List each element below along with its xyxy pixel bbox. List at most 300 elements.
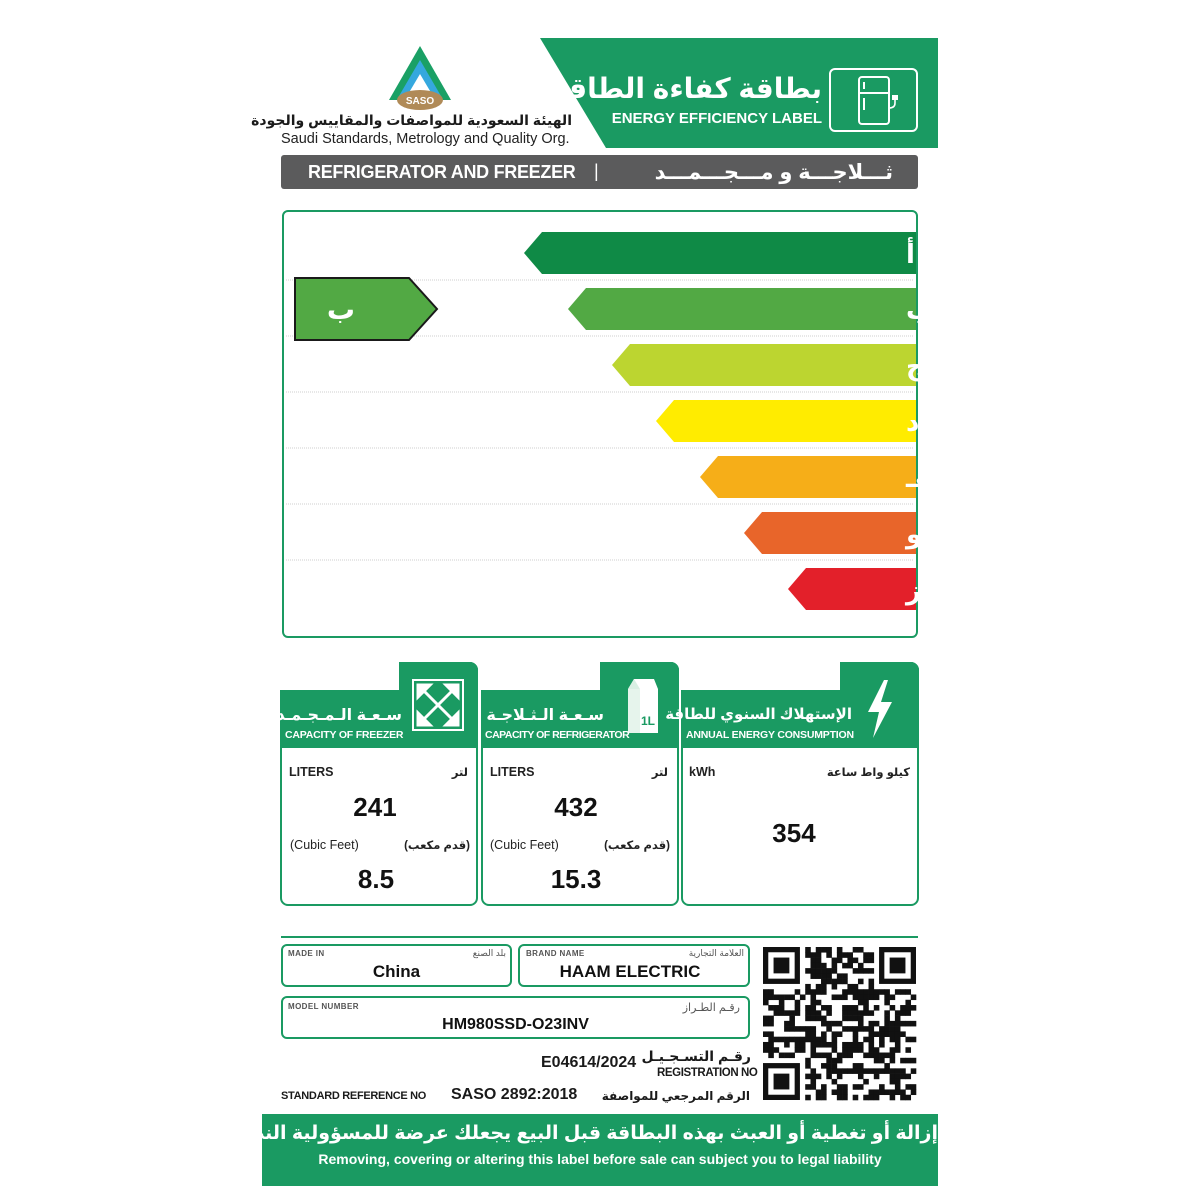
refrigerator-unit-en: LITERS [490,765,535,779]
refrigerator-title-en: CAPACITY OF REFRIGERATOR [485,729,630,741]
qr-module [805,952,811,958]
energy-title-en: ANNUAL ENERGY CONSUMPTION [686,729,854,741]
qr-module [847,952,853,958]
qr-module [810,968,816,974]
qr-module [911,1068,917,1074]
qr-module [863,1026,869,1032]
efficiency-class-letter: د [906,408,920,438]
qr-module [874,1089,880,1095]
qr-module [863,1000,869,1006]
qr-module [905,1010,911,1016]
qr-module [774,1047,780,1053]
qr-module [874,1074,880,1080]
qr-module [905,1074,911,1080]
qr-module [853,989,859,995]
qr-module [821,1031,827,1037]
qr-module [821,973,827,979]
energy-unit-en: kWh [689,765,716,779]
qr-module [895,1042,901,1048]
qr-module [853,1026,859,1032]
qr-module [879,1037,885,1043]
qr-module [858,1021,864,1027]
qr-module [842,1084,848,1090]
qr-module [858,1084,864,1090]
qr-module [821,984,827,990]
qr-module [810,1042,816,1048]
qr-module [890,1058,896,1064]
qr-module [890,1021,896,1027]
qr-module [816,958,822,964]
qr-module [853,958,859,964]
qr-module [842,973,848,979]
qr-module [816,952,822,958]
qr-module [847,1005,853,1011]
qr-module [826,1026,832,1032]
qr-module [858,989,864,995]
expand-arrows-icon [412,679,464,731]
qr-module [842,979,848,985]
qr-module [890,1047,896,1053]
qr-module [890,1026,896,1032]
label-title-en: ENERGY EFFICIENCY LABEL [611,110,822,127]
qr-module [863,989,869,995]
qr-module [779,1053,785,1059]
qr-module [784,1021,790,1027]
qr-module [821,968,827,974]
qr-module [863,952,869,958]
qr-module [763,1047,769,1053]
qr-module [816,1053,822,1059]
qr-module [847,1042,853,1048]
brand-value: HAAM ELECTRIC [559,962,701,981]
qr-module [869,1021,875,1027]
qr-module [789,1037,795,1043]
freezer-unit-en: LITERS [289,765,334,779]
qr-module [832,1021,838,1027]
qr-module [805,989,811,995]
qr-module [869,1042,875,1048]
qr-finder [774,958,790,974]
refrigerator-unit-ar: لتر [651,767,668,779]
qr-module [853,994,859,1000]
category-name-ar: ثـــلاجـــة و مـــجـــمـــد [654,161,893,184]
qr-module [768,989,774,995]
qr-module [837,947,843,953]
qr-module [884,1000,890,1006]
qr-module [847,1068,853,1074]
qr-module [911,1058,917,1064]
qr-module [863,1037,869,1043]
qr-module [895,1074,901,1080]
energy-title-ar: الإستهلاك السنوي للطاقة [665,706,852,723]
qr-module [842,1068,848,1074]
qr-module [816,963,822,969]
qr-module [826,1021,832,1027]
standard-label-en: STANDARD REFERENCE NO [281,1090,427,1102]
qr-module [890,1095,896,1101]
qr-module [816,973,822,979]
qr-module [816,1095,822,1101]
qr-module [884,1016,890,1022]
qr-module [816,968,822,974]
qr-module [879,1026,885,1032]
qr-module [768,994,774,1000]
qr-module [858,1068,864,1074]
qr-module [874,1031,880,1037]
qr-module [821,1037,827,1043]
freezer-cubic-value: 8.5 [357,864,395,894]
qr-module [821,963,827,969]
qr-module [763,1031,769,1037]
qr-module [805,984,811,990]
qr-module [768,1042,774,1048]
qr-module [810,1047,816,1053]
qr-module [810,994,816,1000]
efficiency-class-letter: أ [906,240,915,270]
qr-module [832,1063,838,1069]
qr-module [832,963,838,969]
qr-module [884,1026,890,1032]
qr-module [869,994,875,1000]
qr-module [895,1026,901,1032]
freezer-unit2-en: (Cubic Feet) [290,838,359,852]
qr-module [900,1005,906,1011]
qr-module [821,1089,827,1095]
qr-module [874,1005,880,1011]
qr-module [847,1047,853,1053]
qr-module [805,1016,811,1022]
qr-module [821,1095,827,1101]
standard-label-ar: الرقم المرجعي للمواصفة [601,1089,750,1103]
qr-module [810,1005,816,1011]
qr-module [789,1026,795,1032]
qr-module [810,1079,816,1085]
qr-module [768,1037,774,1043]
qr-module [816,1089,822,1095]
qr-module [900,1031,906,1037]
qr-module [905,1058,911,1064]
qr-module [858,979,864,985]
qr-module [826,1058,832,1064]
qr-module [847,989,853,995]
qr-module [805,1026,811,1032]
qr-module [816,1000,822,1006]
qr-module [837,958,843,964]
qr-module [810,1068,816,1074]
registration-label-en: REGISTRATION NO [657,1067,758,1079]
qr-module [863,1068,869,1074]
qr-module [832,1037,838,1043]
qr-module [890,1068,896,1074]
made-in-value: China [372,962,421,981]
qr-module [784,994,790,1000]
qr-module [863,958,869,964]
qr-module [842,1047,848,1053]
qr-module [837,1031,843,1037]
qr-module [810,989,816,995]
milk-carton-icon [620,675,664,737]
qr-module [810,1000,816,1006]
qr-module [863,1079,869,1085]
qr-module [884,1053,890,1059]
qr-module [905,1000,911,1006]
qr-module [905,1037,911,1043]
qr-module [863,1010,869,1016]
qr-module [826,968,832,974]
qr-module [905,1095,911,1101]
qr-module [853,1037,859,1043]
rating-pointer [295,278,437,340]
efficiency-class-arrow [700,456,916,498]
qr-module [905,1084,911,1090]
qr-module [832,958,838,964]
qr-module [895,1084,901,1090]
qr-module [911,1084,917,1090]
refrigerator-unit2-en: (Cubic Feet) [490,838,559,852]
qr-module [900,1068,906,1074]
qr-module [832,1068,838,1074]
qr-module [890,1079,896,1085]
qr-module [858,1000,864,1006]
qr-module [805,1095,811,1101]
qr-module [832,1031,838,1037]
qr-module [821,1053,827,1059]
qr-module [874,1058,880,1064]
qr-module [853,1084,859,1090]
qr-module [774,1037,780,1043]
qr-module [842,1026,848,1032]
qr-module [805,1084,811,1090]
qr-module [826,979,832,985]
qr-module [826,1074,832,1080]
efficiency-class-arrow [568,288,916,330]
qr-module [890,1053,896,1059]
qr-module [837,1053,843,1059]
qr-module [900,1095,906,1101]
qr-module [826,1010,832,1016]
qr-module [821,1042,827,1048]
qr-module [821,979,827,985]
qr-module [816,1016,822,1022]
milk-carton-label: 1L [640,714,656,728]
qr-module [900,1074,906,1080]
qr-module [816,1042,822,1048]
qr-module [863,994,869,1000]
qr-module [911,1037,917,1043]
qr-module [847,958,853,964]
efficiency-class-arrow [744,512,916,554]
qr-module [847,963,853,969]
qr-module [869,952,875,958]
qr-module [763,1016,769,1022]
qr-module [826,1063,832,1069]
qr-module [842,1005,848,1011]
qr-module [853,947,859,953]
qr-module [884,1068,890,1074]
footer-warning-en: Removing, covering or altering this label before sale can subject you to legal liability [318,1151,882,1167]
qr-module [895,1021,901,1027]
efficiency-scale [282,210,933,638]
freezer-title-ar: سـعـة الـمـجـمـد [276,707,402,724]
qr-module [879,989,885,995]
refrigerator-unit2-ar: (قدم مكعب) [604,840,670,852]
model-value: HM980SSD-O23INV [442,1016,589,1033]
qr-module [853,1031,859,1037]
qr-module [789,1053,795,1059]
qr-module [900,1089,906,1095]
qr-module [884,1063,890,1069]
qr-module [905,1047,911,1053]
qr-module [789,1021,795,1027]
qr-module [779,1005,785,1011]
qr-module [858,968,864,974]
org-name-en: Saudi Standards, Metrology and Quality Org. [281,131,570,147]
efficiency-class-letter: ز [906,576,921,606]
qr-module [842,1010,848,1016]
qr-module [816,989,822,995]
qr-module [895,1031,901,1037]
qr-module [874,1053,880,1059]
qr-module [779,1037,785,1043]
qr-module [869,1026,875,1032]
qr-module [832,1042,838,1048]
qr-module [869,984,875,990]
freezer-title-en: CAPACITY OF FREEZER [285,729,404,741]
qr-module [826,973,832,979]
qr-module [869,1089,875,1095]
efficiency-class-arrow [612,344,916,386]
qr-module [805,1058,811,1064]
qr-module [858,1016,864,1022]
qr-module [810,1010,816,1016]
qr-module [826,1053,832,1059]
efficiency-class-letter: ج [906,352,925,382]
qr-module [874,1047,880,1053]
qr-module [816,1074,822,1080]
qr-module [800,1047,806,1053]
qr-module [884,1010,890,1016]
qr-module [789,1016,795,1022]
model-label-en: MODEL NUMBER [288,1002,359,1011]
refrigerator-cubic-value: 15.3 [550,864,602,894]
qr-module [858,994,864,1000]
qr-module [837,1089,843,1095]
qr-module [816,984,822,990]
qr-module [847,1026,853,1032]
qr-module [800,1037,806,1043]
qr-module [890,1037,896,1043]
qr-module [869,968,875,974]
qr-module [795,1010,801,1016]
qr-module [879,1053,885,1059]
qr-module [874,1068,880,1074]
qr-module [768,1021,774,1027]
qr-module [784,1010,790,1016]
model-label-ar: رقـم الطـراز [682,1002,740,1014]
qr-module [884,994,890,1000]
qr-module [805,1063,811,1069]
saso-logo [385,44,455,114]
qr-module [800,1026,806,1032]
qr-module [890,994,896,1000]
qr-module [826,947,832,953]
qr-module [810,1037,816,1043]
qr-module [900,1021,906,1027]
qr-module [810,1053,816,1059]
qr-module [805,1005,811,1011]
qr-module [784,1042,790,1048]
qr-module [810,1026,816,1032]
registration-label-ar: رقـم التسـجـيـل [641,1048,751,1064]
qr-module [895,1079,901,1085]
qr-module [832,984,838,990]
qr-module [858,1074,864,1080]
qr-finder [890,958,906,974]
qr-module [879,1068,885,1074]
qr-module [810,973,816,979]
qr-module [842,994,848,1000]
qr-module [789,1010,795,1016]
qr-module [832,1079,838,1085]
info-divider [281,936,918,938]
efficiency-class-arrow [524,232,916,274]
efficiency-class-letter: ب [906,296,933,326]
qr-module [911,1021,917,1027]
qr-module [842,1089,848,1095]
qr-module [832,1047,838,1053]
qr-module [869,979,875,985]
qr-module [869,1068,875,1074]
qr-module [768,1005,774,1011]
qr-module [763,994,769,1000]
efficiency-class-letter: و [906,520,923,550]
qr-module [805,947,811,953]
org-name-ar: الهيئة السعودية للمواصفات والمقاييس والجودة [251,112,572,128]
qr-module [837,973,843,979]
freezer-unit-ar: لتر [451,767,468,779]
qr-module [810,1016,816,1022]
freezer-liters-value: 241 [353,792,397,822]
qr-module [779,1000,785,1006]
qr-module [784,1026,790,1032]
qr-module [805,968,811,974]
qr-module [874,994,880,1000]
qr-module [821,1005,827,1011]
qr-module [832,1089,838,1095]
qr-module [900,1058,906,1064]
qr-module [847,1016,853,1022]
qr-module [858,1026,864,1032]
qr-module [832,968,838,974]
qr-module [879,1084,885,1090]
qr-module [832,979,838,985]
qr-module [863,1005,869,1011]
qr-module [911,994,917,1000]
qr-module [826,1042,832,1048]
qr-module [779,994,785,1000]
qr-module [847,1010,853,1016]
qr-code[interactable] [763,947,916,1100]
qr-module [853,984,859,990]
qr-module [800,1042,806,1048]
qr-module [900,1010,906,1016]
qr-module [816,947,822,953]
qr-module [774,1010,780,1016]
energy-unit-ar: كيلو واط ساعة [826,767,910,779]
qr-module [842,1042,848,1048]
qr-module [789,994,795,1000]
qr-module [905,989,911,995]
